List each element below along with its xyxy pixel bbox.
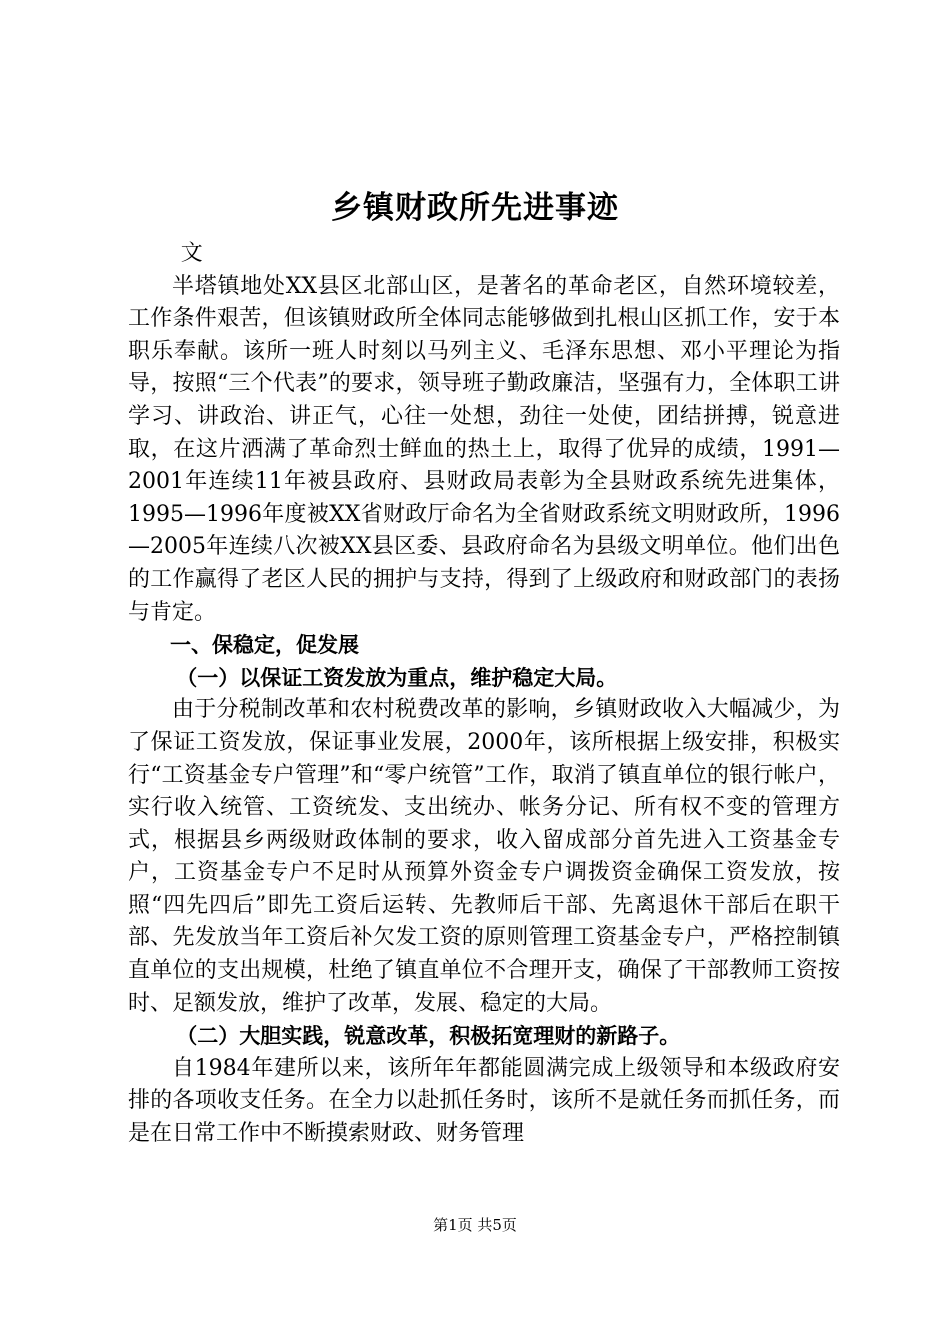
author-line: 文 xyxy=(180,241,203,266)
page-title: 乡镇财政所先进事迹 xyxy=(331,190,619,226)
subsection-heading-1: （一）以保证工资发放为重点，维护稳定大局。 xyxy=(176,665,618,690)
paragraph-reform: 自1984年建所以来，该所年年都能圆满完成上级领导和本级政府安排的各项收支任务。在全力以赴抓任务时，该所不是就任务而抓任务，而是在日常工作中不断摸索财政、财务管理 xyxy=(128,1055,840,1147)
document-body xyxy=(128,238,840,1151)
paragraph-intro: 半塔镇地处XX县区北部山区，是著名的革命老区，自然环境较差，工作条件艰苦，但该镇财政所全体同志能够做到扎根山区抓工作，安于本职乐奉献。该所一班人时刻以马列主义、毛泽东思想、邓小平理论为指导，按照“三个代表”的要求，领导班子勤政廉洁，坚强有力，全体职工讲学习、讲政治、讲正气，心往一处想，劲往一处使，团结拼搏，锐意进取，在这片洒满了革命烈士鲜血的热土上，取得了优异的成绩，1991—2001年连续11年被县政府、县财政局表彰为全县财政系统先进集体，1995—1996年度被XX省财政厅命名为全省财政系统文明财政所，1996—2005年连续八次被XX县区委、县政府命名为县级文明单位。他们出色的工作赢得了老区人民的拥护与支持，得到了上级政府和财政部门的表扬与肯定。 xyxy=(128,273,840,625)
subsection-heading-2: （二）大胆实践，锐意改革，积极拓宽理财的新路子。 xyxy=(176,1024,681,1049)
paragraph-wages: 由于分税制改革和农村税费改革的影响，乡镇财政收入大幅减少，为了保证工资发放，保证事业发展，2000年，该所根据上级安排，积极实行“工资基金专户管理”和“零户统管”工作，取消了镇直单位的银行帐户，实行收入统管、工资统发、支出统办、帐务分记、所有权不变的管理方式，根据县乡两级财政体制的要求，收入留成部分首先进入工资基金专户，工资基金专户不足时从预算外资金专户调拨资金确保工资发放，按照“四先四后”即先工资后运转、先教师后干部、先离退休干部后在职干部、先发放当年工资后补欠发工资的原则管理工资基金专户，严格控制镇直单位的支出规模，杜绝了镇直单位不合理开支，确保了干部教师工资按时、足额发放，维护了改革，发展、稳定的大局。 xyxy=(128,697,840,1016)
section-heading-1: 一、保稳定，促发展 xyxy=(170,633,359,658)
page-footer: 第1页 共5页 xyxy=(433,1216,517,1234)
